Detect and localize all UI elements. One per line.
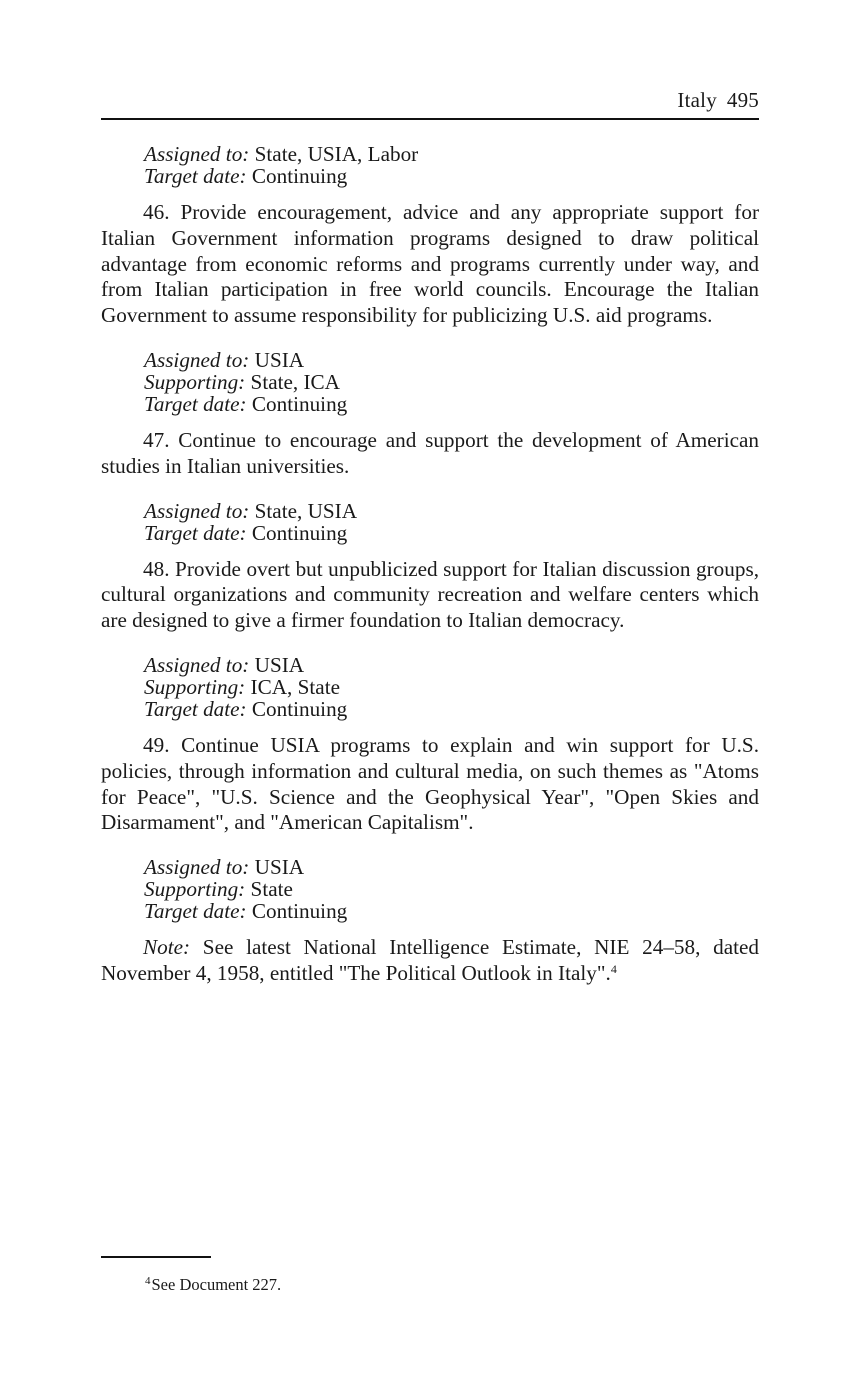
assigned-to-line bbox=[144, 654, 759, 676]
target-date-line bbox=[144, 393, 759, 415]
assigned-to-label: Assigned to: bbox=[144, 498, 250, 523]
supporting-value: State bbox=[245, 877, 293, 902]
footnote-marker: 4 bbox=[145, 1275, 151, 1287]
assigned-to-value: USIA bbox=[249, 855, 305, 880]
header-rule bbox=[101, 118, 759, 120]
running-head bbox=[677, 88, 759, 113]
assigned-to-line bbox=[144, 143, 759, 165]
supporting-value: State, ICA bbox=[245, 369, 340, 394]
page-number: 495 bbox=[726, 88, 759, 112]
paragraph-49: 49. Continue USIA programs to explain and win support for U.S. policies, through information and cultural media, on such themes as "Atoms for Peace", "U.S. Science and the Geophysical Year", "Open Skies and Disarmament", and "American Capitalism". bbox=[101, 732, 759, 835]
footnote-text: See Document 227. bbox=[151, 1275, 282, 1294]
footnote bbox=[145, 1275, 281, 1295]
assigned-to-label: Assigned to: bbox=[144, 855, 250, 880]
assigned-to-line bbox=[144, 856, 759, 878]
target-date-line bbox=[144, 522, 759, 544]
assigned-to-label: Assigned to: bbox=[144, 142, 250, 166]
running-title: Italy bbox=[677, 88, 717, 112]
target-date-label: Target date: bbox=[144, 164, 247, 188]
target-date-label: Target date: bbox=[144, 520, 247, 545]
target-date-label: Target date: bbox=[144, 696, 247, 721]
paragraph-48: 48. Provide overt but unpublicized support for Italian discussion groups, cultural organizations and community recreation and welfare centers which are designed to give a firmer foundation to Italian democracy. bbox=[101, 556, 759, 633]
target-date-value: Continuing bbox=[246, 696, 348, 721]
page-body bbox=[101, 143, 759, 987]
target-date-line bbox=[144, 698, 759, 720]
assigned-to-value: State, USIA bbox=[249, 498, 358, 523]
supporting-label: Supporting: bbox=[144, 674, 246, 699]
paragraph-46: 46. Provide encouragement, advice and any appropriate support for Italian Government information programs designed to draw political advantage from economic reforms and programs currently under way, and from Italian participation in free world councils. Encourage the Italian Government to assume responsibility for publicizing U.S. aid programs. bbox=[101, 200, 759, 328]
assignment-block bbox=[144, 500, 759, 544]
target-date-value: Continuing bbox=[246, 899, 348, 924]
target-date-value: Continuing bbox=[246, 520, 348, 545]
assigned-to-line bbox=[144, 500, 759, 522]
assigned-to-value: USIA bbox=[249, 652, 305, 677]
supporting-label: Supporting: bbox=[144, 877, 246, 902]
assignment-block bbox=[144, 654, 759, 720]
note-paragraph bbox=[101, 935, 759, 987]
target-date-line bbox=[144, 165, 759, 187]
assignment-block bbox=[144, 143, 759, 187]
assigned-to-label: Assigned to: bbox=[144, 652, 250, 677]
supporting-line bbox=[144, 371, 759, 393]
target-date-label: Target date: bbox=[144, 899, 247, 924]
assigned-to-value: USIA bbox=[249, 347, 305, 372]
assignment-block bbox=[144, 856, 759, 922]
target-date-value: Continuing bbox=[246, 164, 348, 188]
target-date-value: Continuing bbox=[246, 391, 348, 416]
assigned-to-label: Assigned to: bbox=[144, 347, 250, 372]
target-date-line bbox=[144, 900, 759, 922]
supporting-label: Supporting: bbox=[144, 369, 246, 394]
supporting-line bbox=[144, 676, 759, 698]
footnote-reference[interactable]: 4 bbox=[610, 961, 617, 976]
assigned-to-value: State, USIA, Labor bbox=[249, 142, 419, 166]
assigned-to-line bbox=[144, 349, 759, 371]
paragraph-47: 47. Continue to encourage and support the development of American studies in Italian universities. bbox=[101, 427, 759, 478]
note-text: See latest National Intelligence Estimate, NIE 24–58, dated November 4, 1958, entitled "The Political Outlook in Italy". bbox=[101, 935, 759, 985]
supporting-value: ICA, State bbox=[245, 674, 340, 699]
note-label: Note: bbox=[143, 935, 191, 960]
target-date-label: Target date: bbox=[144, 391, 247, 416]
assignment-block bbox=[144, 349, 759, 415]
supporting-line bbox=[144, 878, 759, 900]
footnote-rule bbox=[101, 1256, 211, 1258]
